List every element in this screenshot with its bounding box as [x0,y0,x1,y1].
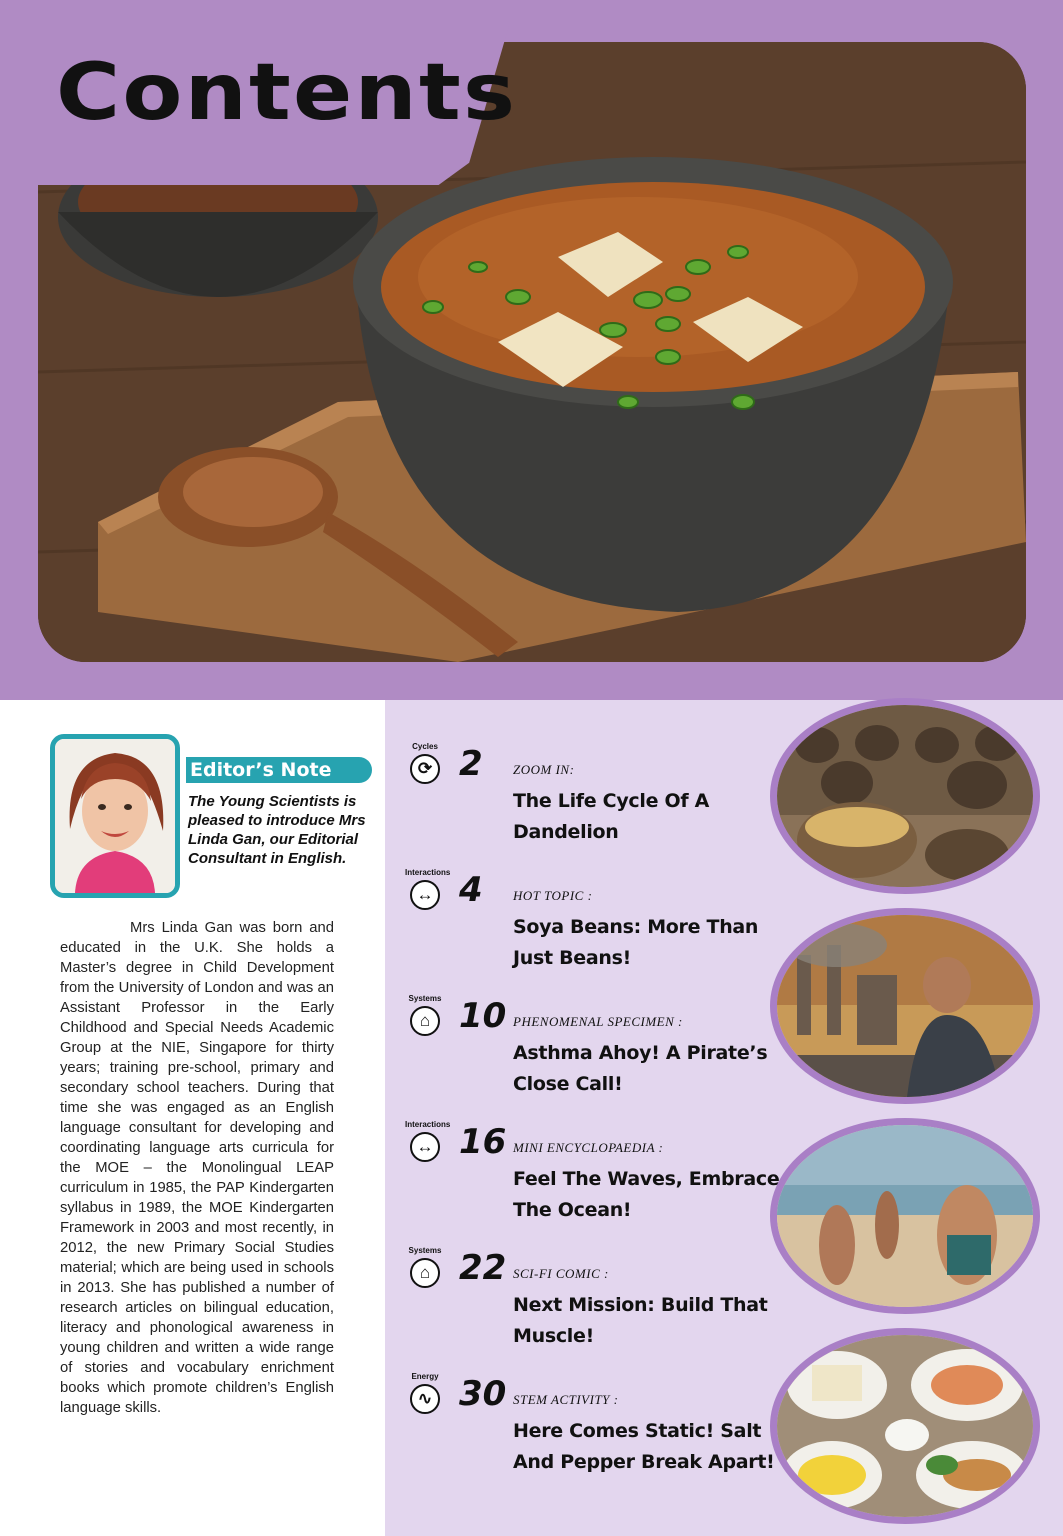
systems-icon: ⌂ [410,1006,440,1036]
systems-icon: ⌂ [410,1258,440,1288]
article-headline[interactable]: Soya Beans: More Than Just Beans! [513,916,759,969]
thumbnail-food-plates[interactable] [770,1328,1040,1524]
cycles-icon: Cycles ⟳ [405,742,445,790]
section-category: MINI ENCYCLOPAEDIA : [513,1140,664,1155]
thumbnail-soya-jars[interactable] [770,698,1040,894]
page-number: 16 [459,1122,507,1162]
article-headline[interactable]: Here Comes Static! Salt And Pepper Break Apart! [513,1420,775,1473]
thumbnail-pollution-man[interactable] [770,908,1040,1104]
article-headline[interactable]: The Life Cycle Of A Dandelion [513,790,710,843]
contents-entry[interactable] [405,868,785,978]
editor-note-title: Editor’s Note [186,757,372,783]
thumbnail-beach[interactable] [770,1118,1040,1314]
contents-entry[interactable] [405,994,785,1104]
section-category: HOT TOPIC : [513,888,593,903]
page-number: 22 [459,1248,507,1288]
cycle-arrows-icon: ⟳ [410,754,440,784]
contents-entry[interactable] [405,1120,785,1230]
page-number: 2 [459,744,483,784]
editor-note-body: Mrs Linda Gan was born and educated in the U.K. She holds a Master’s degree in Child Development from the University of London and was an Assistant Professor in the Early Childhood and Special Needs Academic Group at the NIE, Singapore for thirty years; training pre-school, primary and secondary school teachers. During that time she was engaged as an English language consultant for developing and coordinating language arts curricula for the MOE – the Monolingual LEAP curriculum in 1985, the PAP Kindergarten syllabus in 1989, the MOE Kindergarten Framework in 2003 and most recently, in 2012, the new Primary Social Studies material; which are being used in schools in 2013. She has published a number of research articles on bilingual education, literacy and phonological awareness in young children and written a wide range of stories and vocabulary enrichment books which promote children’s English language skills. [60,920,334,1416]
systems-icon: Systems ⌂ [405,1246,445,1294]
article-headline[interactable]: Asthma Ahoy! A Pirate’s Close Call! [513,1042,768,1095]
double-arrow-icon: ↔ [410,880,440,910]
section-category: SCI-FI COMIC : [513,1266,609,1281]
article-headline[interactable]: Next Mission: Build That Muscle! [513,1294,768,1347]
systems-icon: Systems ⌂ [405,994,445,1042]
contents-entry[interactable] [405,742,785,852]
interactions-icon: Interactions ↔ [405,1120,445,1168]
contents-entry[interactable] [405,1246,785,1356]
energy-wave-icon: ∿ [410,1384,440,1414]
editor-note-intro: The Young Scientists is pleased to introduce Mrs Linda Gan, our Editorial Consultant in English. [188,793,366,867]
article-headline[interactable]: Feel The Waves, Embrace The Ocean! [513,1168,780,1221]
contents-entry[interactable] [405,1372,785,1482]
double-arrow-icon: ↔ [410,1132,440,1162]
interactions-icon: Interactions ↔ [405,868,445,916]
page-number: 30 [459,1374,507,1414]
energy-icon: Energy ∿ [405,1372,445,1420]
editor-portrait [50,734,180,898]
page-number: 4 [459,870,483,910]
page-title: Contents [56,48,518,138]
section-category: PHENOMENAL SPECIMEN : [513,1014,683,1029]
section-category: STEM ACTIVITY : [513,1392,619,1407]
section-category: ZOOM IN: [513,762,575,777]
page-number: 10 [459,996,507,1036]
